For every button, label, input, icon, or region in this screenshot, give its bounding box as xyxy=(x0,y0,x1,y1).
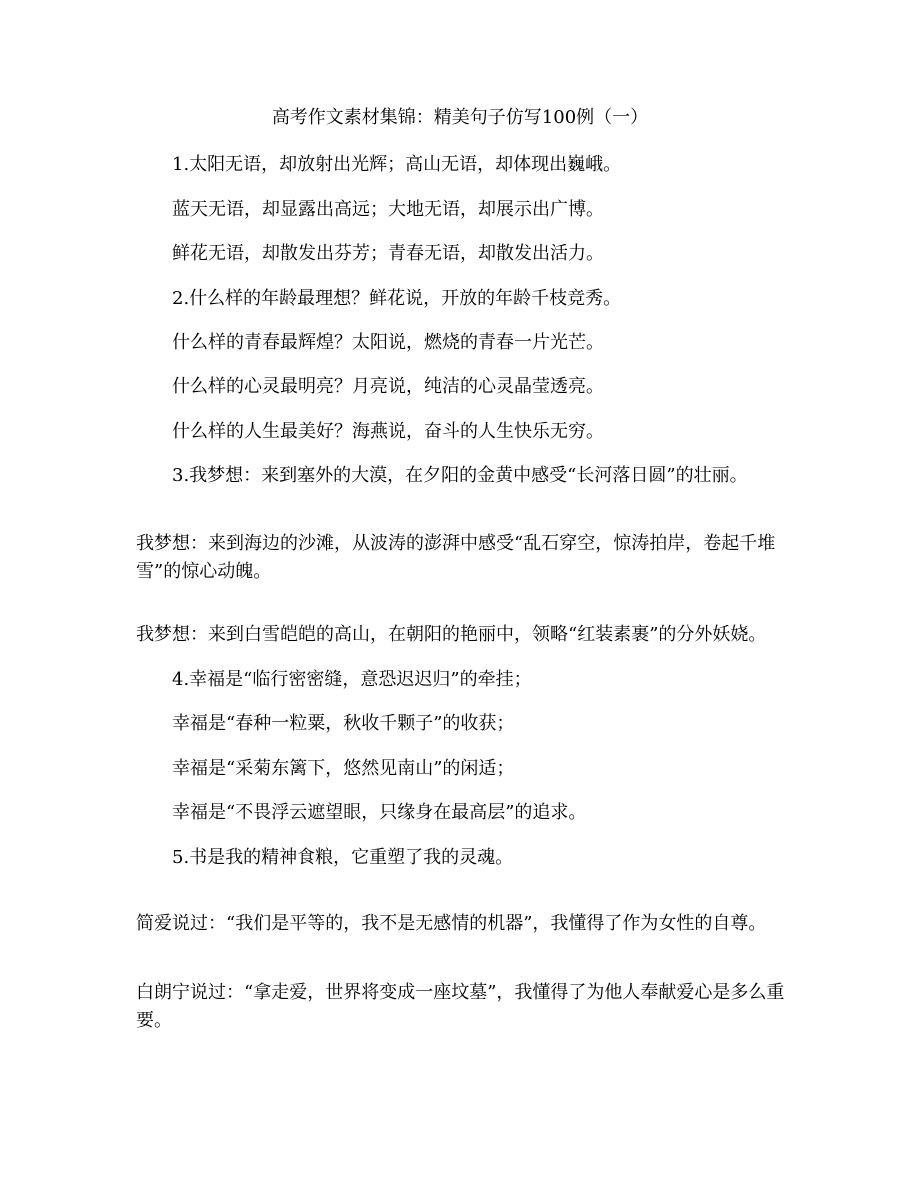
paragraph-8: 3.我梦想：来到塞外的大漠，在夕阳的金黄中感受“长河落日圆”的壮丽。 xyxy=(172,465,748,486)
paragraph-7: 什么样的人生最美好？海燕说，奋斗的人生快乐无穷。 xyxy=(172,421,604,442)
paragraph-2: 蓝天无语，却显露出高远；大地无语，却展示出广博。 xyxy=(172,199,604,220)
paragraph-14: 幸福是“不畏浮云遮望眼，只缘身在最高层”的追求。 xyxy=(172,802,587,823)
paragraph-16: 简爱说过：“我们是平等的，我不是无感情的机器”，我懂得了作为女性的自尊。 xyxy=(136,913,767,934)
paragraph-5: 什么样的青春最辉煌？太阳说，燃烧的青春一片光芒。 xyxy=(172,332,604,353)
paragraph-4: 2.什么样的年龄最理想？鲜花说，开放的年龄千枝竞秀。 xyxy=(172,288,622,309)
paragraph-10: 我梦想：来到白雪皑皑的高山，在朝阳的艳丽中，领略“红装素裹”的分外妖娆。 xyxy=(136,624,767,645)
paragraph-15: 5.书是我的精神食粮，它重塑了我的灵魂。 xyxy=(172,847,514,868)
document-title: 高考作文素材集锦：精美句子仿写100例（一） xyxy=(271,107,649,128)
paragraph-3: 鲜花无语，却散发出芬芳；青春无语，却散发出活力。 xyxy=(172,243,604,264)
paragraph-17: 白朗宁说过：“拿走爱，世界将变成一座坟墓”，我懂得了为他人奉献爱心是多么重要。 xyxy=(136,982,785,1031)
paragraph-9: 我梦想：来到海边的沙滩，从波涛的澎湃中感受“乱石穿空，惊涛拍岸，卷起千堆雪”的惊心动魄。 xyxy=(136,533,776,582)
paragraph-6: 什么样的心灵最明亮？月亮说，纯洁的心灵晶莹透亮。 xyxy=(172,376,604,397)
paragraph-13: 幸福是“采菊东篱下，悠然见南山”的闲适； xyxy=(172,758,515,779)
paragraph-11: 4.幸福是“临行密密缝，意恐迟迟归”的牵挂； xyxy=(172,669,532,690)
paragraph-1: 1.太阳无语，却放射出光辉；高山无语，却体现出巍峨。 xyxy=(172,154,622,175)
paragraph-12: 幸福是“春种一粒粟，秋收千颗子”的收获； xyxy=(172,713,515,734)
